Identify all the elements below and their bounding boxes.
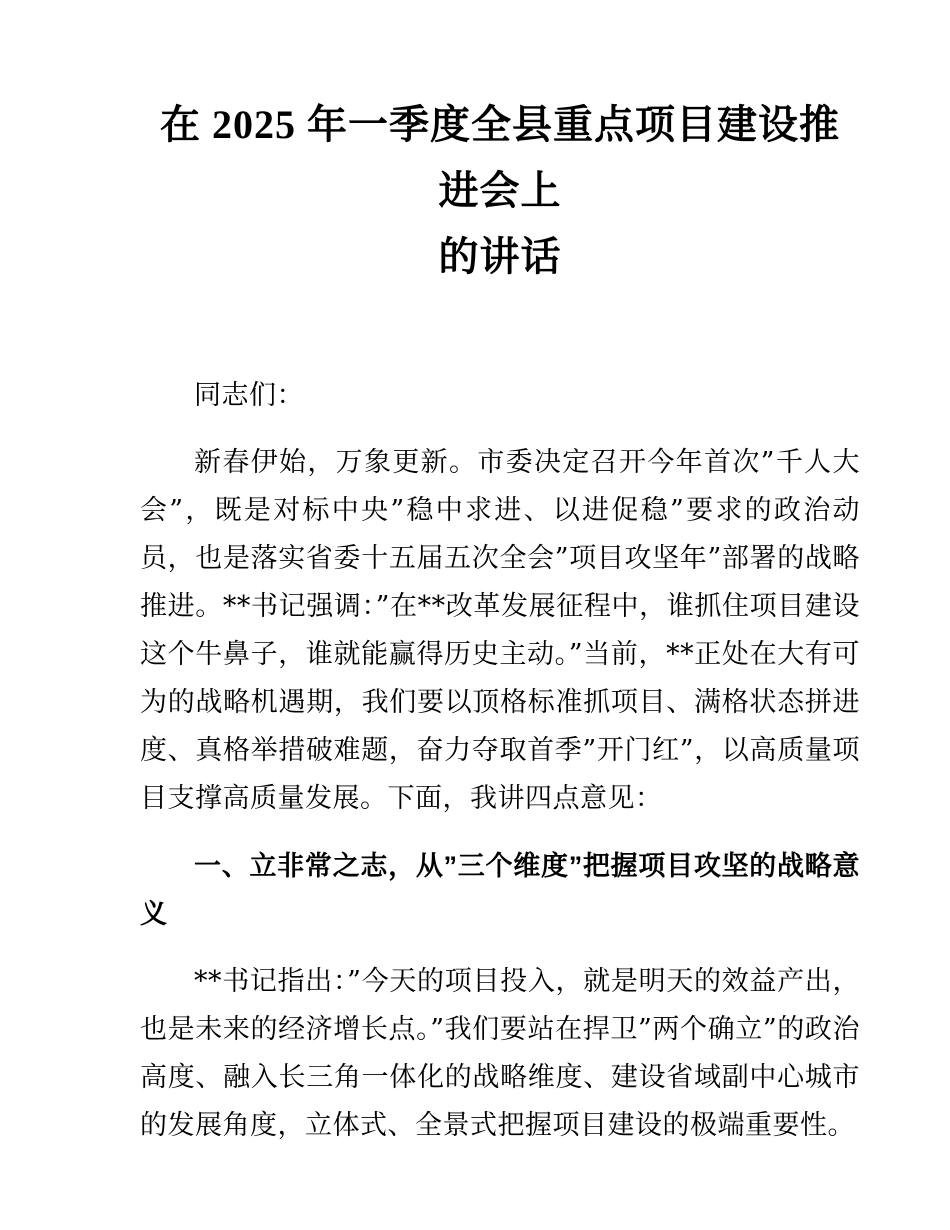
salutation: 同志们： [194,380,304,411]
body-paragraph-2: **书记指出：”今天的项目投入，就是明天的效益产出，也是未来的经济增长点。”我们要站在捍卫”两个确立”的政治高度、融入长三角一体化的战略维度、建设省域副中心城市的发展角度，立体式、全景式把握项目建设的极端重要性。 [140,966,860,1141]
body-paragraph-1: 新春伊始，万象更新。市委决定召开今年首次”千人大会”，既是对标中央”稳中求进、以进促稳”要求的政治动员，也是落实省委十五届五次全会”项目攻坚年”部署的战略推进。**书记强调：”在**改革发展征程中，谁抓住项目建设这个牛鼻子，谁就能赢得历史主动。”当前，**正处在大有可为的战略机遇期，我们要以顶格标准抓项目、满格状态拼进度、真格举措破难题，奋力夺取首季”开门红”，以高质量项目支撑高质量发展。下面，我讲四点意见： [140,447,860,814]
document-title [140,92,860,290]
title-line-2: 的讲话 [438,234,562,279]
section-heading-1: 一、立非常之志，从”三个维度”把握项目攻坚的战略意义 [140,851,860,929]
title-line-1: 在 2025 年一季度全县重点项目建设推进会上 [160,102,840,213]
